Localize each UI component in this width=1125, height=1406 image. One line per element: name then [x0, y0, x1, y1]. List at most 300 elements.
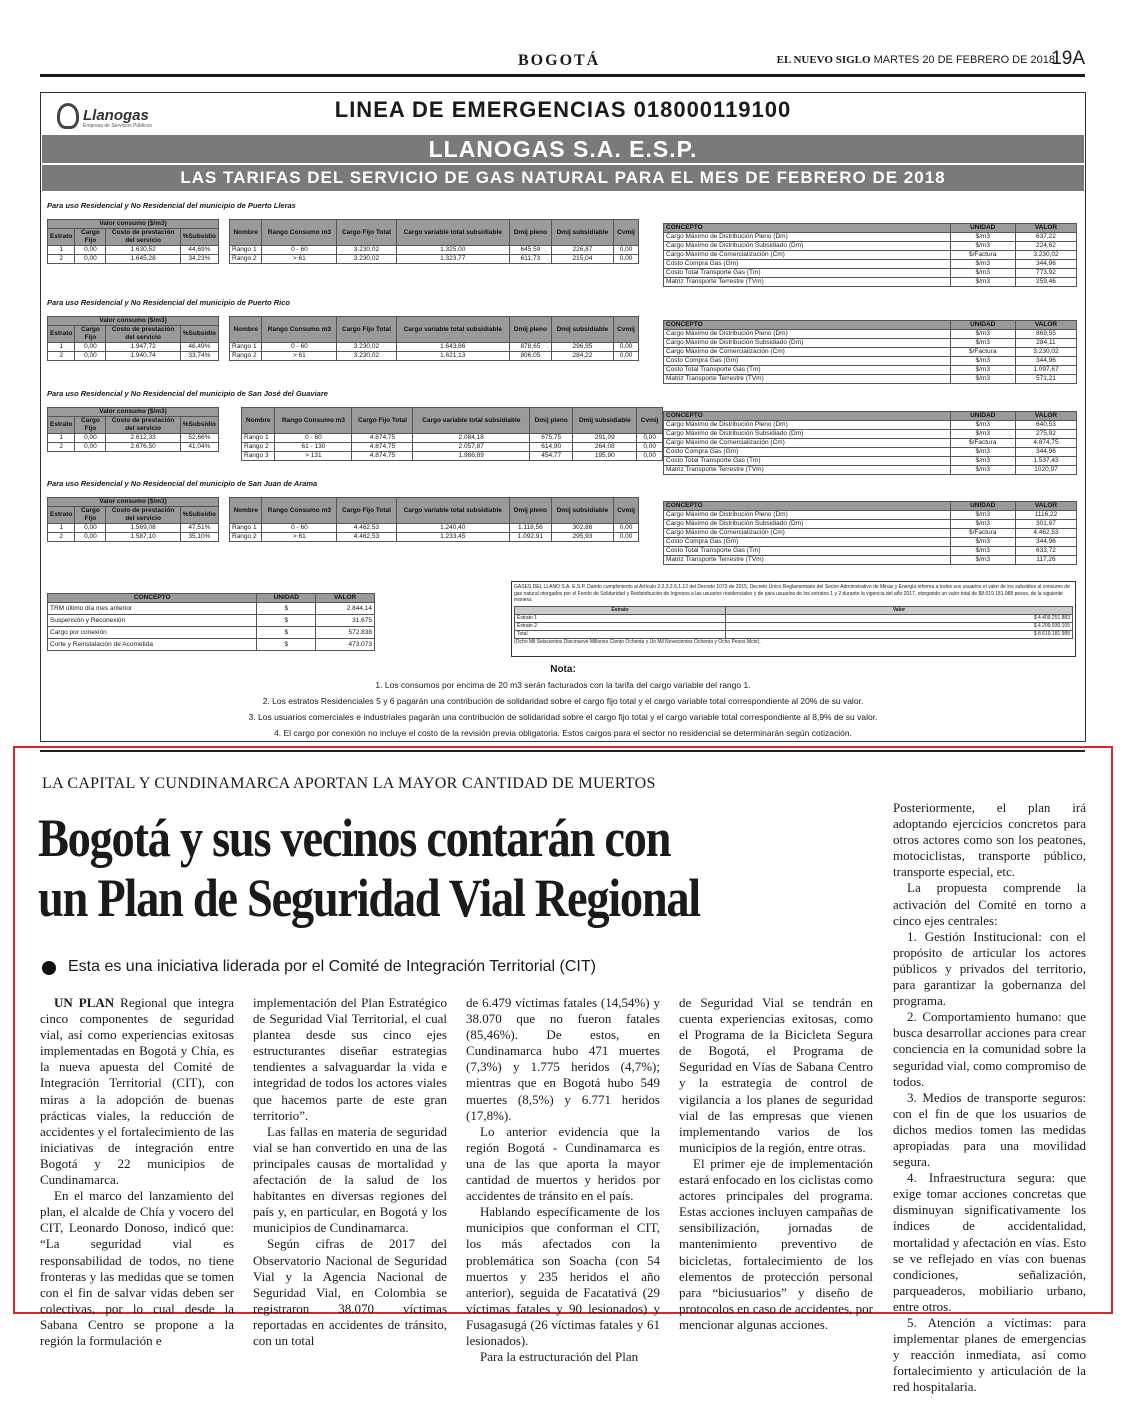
- table-cell: 0 - 60: [262, 524, 337, 533]
- column-header: Costo de prestación del servicio: [106, 229, 180, 246]
- table-cell: 473.073: [316, 639, 375, 651]
- table-cell: 291,09: [573, 434, 637, 443]
- table-cell: 3.230,02: [337, 246, 396, 255]
- column-header: %Subsidio: [180, 507, 218, 524]
- consumo-table: [47, 497, 219, 542]
- table-cell: 2.084,18: [413, 434, 530, 443]
- table-row: [664, 529, 1077, 538]
- column-header: Cargo Fijo Total: [352, 408, 413, 434]
- table-row: [48, 352, 219, 361]
- column-header: Cargo variable total subsidiable: [396, 498, 509, 524]
- column-header: Cvmij: [637, 408, 663, 434]
- column-header: Dmij pleno: [509, 498, 551, 524]
- table-cell: 0,00: [614, 533, 639, 542]
- table-cell: 0,00: [614, 246, 639, 255]
- table-row: [230, 246, 639, 255]
- paragraph: 5. Atención a víctimas: para implementar planes de emergencias y reacción inmediata, así como fortalecimiento y articulación de la red hospitalaria.: [893, 1315, 1086, 1395]
- column-header: Dmij pleno: [509, 317, 551, 343]
- table-cell: 224,62: [1015, 242, 1076, 251]
- table-cell: 275,92: [1015, 430, 1076, 439]
- municipality-label: Para uso Residencial y No Residencial del municipio de San Juan de Arama: [47, 479, 318, 488]
- table-cell: 878,65: [509, 343, 551, 352]
- table-row: [515, 622, 1073, 630]
- table-cell: 2: [48, 352, 75, 361]
- table-cell: $ 4.409.251.883: [725, 614, 1072, 622]
- column-header: Cvmij: [614, 220, 639, 246]
- table-cell: Cargo Máximo de Distribución Pleno (Dm): [664, 330, 951, 339]
- headline-line-1: Bogotá y sus vecinos contarán con: [38, 808, 671, 868]
- table-row: [48, 627, 375, 639]
- table-cell: 1116,22: [1015, 511, 1076, 520]
- column-header: Cargo variable total subsidiable: [413, 408, 530, 434]
- consumo-group-header: Valor consumo ($/m3): [48, 498, 219, 507]
- paragraph: de 6.479 víctimas fatales (14,54%) y 38.070 que no fueron fatales (85,46%). De estos, en Cundinamarca hubo 471 muertes (7,3%) y 1.775 heridos (4,7%); mientras que en Bogotá hubo 549 muertes (8,5%) y 6.771 heridos (17,8%).: [466, 995, 660, 1123]
- table-cell: 4.462,53: [337, 524, 396, 533]
- headline-line-2: un Plan de Seguridad Vial Regional: [38, 868, 700, 928]
- table-cell: 44,69%: [180, 246, 218, 255]
- column-header: Estrato: [48, 326, 75, 343]
- table-row: [664, 260, 1077, 269]
- emergency-line: LINEA DE EMERGENCIAS 018000119100: [334, 97, 792, 122]
- table-cell: 4.874,75: [1015, 439, 1076, 448]
- nota-title: Nota:: [550, 664, 576, 675]
- column-header: CONCEPTO: [664, 321, 951, 330]
- table-cell: 34,23%: [180, 255, 218, 264]
- table-cell: 1.537,43: [1015, 457, 1076, 466]
- paragraph: 4. Infraestructura segura: que exige tomar acciones concretas que disminuyan significativamente los índices de accidentalidad, mortalidad y afectación en vías. Esto se ve reflejado en vías con buenas condiciones, señalización, parqueaderos, mobiliario urbano, entre otros.: [893, 1170, 1086, 1314]
- table-cell: 637,22: [1015, 233, 1076, 242]
- table-cell: > 61: [262, 255, 337, 264]
- table-row: [664, 511, 1077, 520]
- table-row: [664, 251, 1077, 260]
- table-cell: 302,86: [551, 524, 613, 533]
- column-header: Nombre: [230, 498, 262, 524]
- table-cell: 3.230,02: [337, 343, 396, 352]
- table-cell: 4.462,53: [337, 533, 396, 542]
- article-column-3: [466, 995, 660, 1365]
- table-cell: 4.874,75: [352, 443, 413, 452]
- table-cell: 2: [48, 443, 75, 452]
- table-cell: Costo Total Transporte Gas (Tm): [664, 547, 951, 556]
- consumo-table: [47, 407, 219, 452]
- table-row: [230, 524, 639, 533]
- column-header: Estrato: [48, 417, 75, 434]
- article-kicker: LA CAPITAL Y CUNDINAMARCA APORTAN LA MAYOR CANTIDAD DE MUERTOS: [42, 775, 656, 792]
- rango-table: [229, 497, 639, 542]
- table-cell: 2.612,33: [106, 434, 180, 443]
- table-row: [664, 448, 1077, 457]
- table-cell: Cargo Máximo de Distribución Subsidiado (Dm): [664, 339, 951, 348]
- tariffs-banner: LAS TARIFAS DEL SERVICIO DE GAS NATURAL PARA EL MES DE FEBRERO DE 2018: [42, 165, 1084, 191]
- table-cell: 2.844,14: [316, 603, 375, 615]
- table-cell: 0,00: [75, 434, 106, 443]
- logo-text: Llanogas: [83, 107, 149, 124]
- column-header: Cargo variable total subsidiable: [396, 317, 509, 343]
- table-cell: 773,92: [1015, 269, 1076, 278]
- table-cell: 117,26: [1015, 556, 1076, 565]
- column-header: Dmij subsidiable: [551, 498, 613, 524]
- table-cell: 0,00: [75, 255, 106, 264]
- column-header: UNIDAD: [950, 224, 1015, 233]
- table-cell: 1.097,67: [1015, 366, 1076, 375]
- table-cell: Cargo Máximo de Comercialización (Cm): [664, 348, 951, 357]
- table-cell: 1.587,10: [106, 533, 180, 542]
- table-row: [48, 533, 219, 542]
- logo-subtitle: Empresa de Servicios Públicos: [83, 123, 152, 129]
- table-cell: Suspensión y Reconexión: [48, 615, 257, 627]
- table-cell: $/m3: [950, 538, 1015, 547]
- table-cell: Cargo Máximo de Distribución Pleno (Dm): [664, 511, 951, 520]
- column-header: Cargo Fijo Total: [337, 220, 396, 246]
- table-cell: 571,21: [1015, 375, 1076, 384]
- table-cell: 301,97: [1015, 520, 1076, 529]
- table-cell: 0 - 60: [262, 246, 337, 255]
- consumo-group-header: Valor consumo ($/m3): [48, 220, 219, 229]
- table-cell: 1.947,72: [106, 343, 180, 352]
- table-row: [242, 452, 663, 461]
- table-cell: $/m3: [950, 430, 1015, 439]
- column-header: Cvmij: [614, 498, 639, 524]
- table-cell: 344,96: [1015, 260, 1076, 269]
- bullet-icon: [42, 961, 56, 975]
- table-cell: 35,10%: [180, 533, 218, 542]
- paragraph: Las fallas en materia de seguridad vial se han convertido en una de las principales causas de mortalidad y afectación de la salud de los habitantes en diversas regiones del país y, en particular, en Bogotá y los municipios de Cundinamarca.: [253, 1123, 447, 1236]
- table-cell: 3.230,02: [1015, 348, 1076, 357]
- column-header: Dmij subsidiable: [551, 317, 613, 343]
- table-row: [664, 330, 1077, 339]
- table-cell: Rango 1: [230, 246, 262, 255]
- table-cell: Costo Compra Gas (Gm): [664, 260, 951, 269]
- table-cell: 675,75: [530, 434, 573, 443]
- table-row: [48, 443, 219, 452]
- table-cell: 1.940,74: [106, 352, 180, 361]
- table-cell: 454,77: [530, 452, 573, 461]
- table-cell: 52,66%: [180, 434, 218, 443]
- header-rule: [40, 74, 1085, 77]
- table-row: [230, 533, 639, 542]
- municipality-label: Para uso Residencial y No Residencial del municipio de Puerto Lleras: [47, 201, 296, 210]
- nota-line: 3. Los usuarios comerciales e industriales pagarán una contribución de solidaridad sobre el cargo fijo total y el cargo variable total correspondiente al 8,9% de su valor.: [248, 712, 878, 722]
- column-header: VALOR: [1015, 412, 1076, 421]
- concepto-table: [663, 320, 1077, 384]
- table-cell: $/m3: [950, 547, 1015, 556]
- column-header: Costo de prestación del servicio: [106, 417, 180, 434]
- table-cell: $/m3: [950, 260, 1015, 269]
- column-header: UNIDAD: [950, 412, 1015, 421]
- table-row: [515, 630, 1073, 638]
- table-cell: 4.874,75: [352, 434, 413, 443]
- table-row: [664, 421, 1077, 430]
- article-headline: [38, 808, 769, 928]
- table-cell: 31.675: [316, 615, 375, 627]
- paragraph: 1. Gestión Institucional: con el propósito de articular los actores públicos y privados del territorio, para garantizar la gobernanza del programa.: [893, 928, 1086, 1009]
- consumo-group-header: Valor consumo ($/m3): [48, 317, 219, 326]
- table-cell: 0,00: [637, 452, 663, 461]
- table-cell: $/Factura: [950, 251, 1015, 260]
- column-header: Dmij subsidiable: [551, 220, 613, 246]
- table-row: [664, 348, 1077, 357]
- column-header: Cargo Fijo Total: [337, 498, 396, 524]
- table-cell: 259,46: [1015, 278, 1076, 287]
- paragraph: La propuesta comprende la activación del Comité en torno a cinco ejes centrales:: [893, 880, 1086, 928]
- legal-text: GASES DEL LLANO S.A. E.S.P. Dando cumplimiento al Artículo 2.2.3.2.6.1.12 del Decreto 1073 de 2015, Decreto Único Reglamentario del Sector Administrativo de Minas y Energía informa a todos sus usuarios el valor de los subsidios al consumo de gas natural otorgados por el Fondo de Solidaridad y Redistribución de Ingresos a las usuarios residenciales y de para usuarios de los estratos 1 y 2 durante la vigencia del año 2017, otorgando un valor total de $8.619.181.988 pesos, de la siguiente manera:: [514, 584, 1070, 603]
- table-cell: 0,00: [614, 343, 639, 352]
- table-cell: 61 - 130: [275, 443, 352, 452]
- table-cell: 284,11: [1015, 339, 1076, 348]
- table-cell: Matriz Transporte Terrestre (TVm): [664, 278, 951, 287]
- nota-line: 2. Los estratos Residenciales 5 y 6 pagarán una contribución de solidaridad sobre el cargo fijo total y el cargo variable total correspondiente al 20% de su valor.: [262, 696, 864, 706]
- consumo-table: [47, 219, 219, 264]
- table-cell: Costo Total Transporte Gas (Tm): [664, 457, 951, 466]
- table-cell: Rango 2: [230, 255, 262, 264]
- table-cell: > 61: [262, 352, 337, 361]
- table-cell: Cargo Máximo de Comercialización (Cm): [664, 529, 951, 538]
- page-number: 19A: [1051, 48, 1085, 69]
- table-cell: Rango 2: [230, 352, 262, 361]
- table-row: [664, 269, 1077, 278]
- table-cell: $/Factura: [950, 439, 1015, 448]
- paragraph: El primer eje de implementación estará enfocado en los ciclistas como actores principales del programa. Estas acciones incluyen campañas de sensibilización, jornadas de mantenimiento preventivo de bicicletas, fortalecimiento de los elementos de protección personal para “biciusuarios” y diseño de protocolos en caso de accidentes, por mencionar algunas acciones.: [679, 1155, 873, 1332]
- table-cell: 0,00: [75, 443, 106, 452]
- table-cell: 611,73: [509, 255, 551, 264]
- table-cell: 41,04%: [180, 443, 218, 452]
- table-row: [230, 352, 639, 361]
- table-cell: $/m3: [950, 330, 1015, 339]
- legal-words: (Ocho Mil Seiscientos Diecinueve Millones Ciento Ochenta y Un Mil Novecientos Ochenta y Ocho Pesos Mcte).: [514, 638, 761, 645]
- table-cell: Cargo Máximo de Distribución Subsidiado (Dm): [664, 430, 951, 439]
- table-cell: 2.057,87: [413, 443, 530, 452]
- table-cell: Costo Total Transporte Gas (Tm): [664, 269, 951, 278]
- table-cell: $/Factura: [950, 529, 1015, 538]
- table-cell: Corte y Reinstalación de Acometida: [48, 639, 257, 651]
- table-cell: Cargo Máximo de Distribución Pleno (Dm): [664, 421, 951, 430]
- column-header: UNIDAD: [257, 594, 316, 603]
- table-row: [664, 538, 1077, 547]
- table-cell: Rango 1: [242, 434, 275, 443]
- table-cell: $/m3: [950, 366, 1015, 375]
- subsidy-table: [514, 606, 1073, 639]
- table-cell: 3.230,02: [1015, 251, 1076, 260]
- llanogas-advertisement: [40, 92, 1086, 742]
- table-cell: $/m3: [950, 269, 1015, 278]
- table-cell: 0,00: [614, 352, 639, 361]
- table-cell: $/m3: [950, 375, 1015, 384]
- column-header: VALOR: [1015, 224, 1076, 233]
- table-cell: 1.325,00: [396, 246, 509, 255]
- table-cell: Rango 1: [230, 343, 262, 352]
- table-cell: 295,93: [551, 533, 613, 542]
- column-header: VALOR: [316, 594, 375, 603]
- table-cell: Costo Compra Gas (Gm): [664, 357, 951, 366]
- table-cell: $/m3: [950, 466, 1015, 475]
- paragraph: 2. Comportamiento humano: que busca desarrollar acciones para crear conciencia en la comunidad sobre la seguridad vial, como compromiso de todos.: [893, 1009, 1086, 1089]
- table-cell: Costo Compra Gas (Gm): [664, 448, 951, 457]
- table-cell: 1: [48, 524, 75, 533]
- table-cell: 0,00: [75, 524, 106, 533]
- table-cell: Cargo Máximo de Distribución Subsidiado (Dm): [664, 520, 951, 529]
- paragraph: En el marco del lanzamiento del plan, el alcalde de Chía y vocero del CIT, Leonardo Donoso, indicó que: “La seguridad vial es responsabilidad de todos, no tiene fronteras y las medidas que se tomen con el fin de salvar vidas deben ser colectivas, por lo cual desde la Sabana Centro se propone a la región la formulación e: [40, 1188, 234, 1348]
- table-cell: Cargo Máximo de Distribución Subsidiado (Dm): [664, 242, 951, 251]
- concepto-table: [663, 411, 1077, 475]
- table-cell: 3.230,02: [337, 352, 396, 361]
- table-cell: 1.630,52: [106, 246, 180, 255]
- table-cell: 195,90: [573, 452, 637, 461]
- article-subhead: Esta es una iniciativa liderada por el Comité de Integración Territorial (CIT): [68, 958, 596, 975]
- municipality-label: Para uso Residencial y No Residencial del municipio de San José del Guaviare: [47, 389, 328, 398]
- column-header: Dmij subsidiable: [573, 408, 637, 434]
- column-header: Estrato: [48, 507, 75, 524]
- column-header: CONCEPTO: [664, 502, 951, 511]
- column-header: Cargo Fijo: [75, 507, 106, 524]
- table-cell: Rango 3: [242, 452, 275, 461]
- paragraph: Regional que integra cinco componentes de seguridad vial, así como experiencias exitosas implementadas en Bogotá y Chía, es la nueva apuesta del Comité de Integración Territorial (CIT), con miras a la adopción de buenas prácticas viales, la reducción de accidentes y el fortalecimiento de las iniciativas de integración entre Bogotá y 22 municipios de Cundinamarca.: [40, 995, 234, 1188]
- table-cell: 0,00: [75, 343, 106, 352]
- column-header: Cvmij: [614, 317, 639, 343]
- table-cell: 633,72: [1015, 547, 1076, 556]
- table-cell: 1.645,28: [106, 255, 180, 264]
- table-cell: 1.092,91: [509, 533, 551, 542]
- paragraph: Según cifras de 2017 del Observatorio Nacional de Seguridad Vial y la Agencia Nacional de Seguridad Vial, en Colombia se registraron 38.070 víctimas reportadas en accidentes de tránsito, con un total: [253, 1236, 447, 1348]
- table-row: [664, 366, 1077, 375]
- table-row: [48, 434, 219, 443]
- table-cell: Estrato 1: [515, 614, 726, 622]
- column-header: Cargo Fijo: [75, 417, 106, 434]
- table-cell: 33,74%: [180, 352, 218, 361]
- table-row: [664, 233, 1077, 242]
- table-cell: Cargo Máximo de Comercialización (Cm): [664, 251, 951, 260]
- table-cell: Rango 2: [230, 533, 262, 542]
- column-header: Estrato: [48, 229, 75, 246]
- table-row: [48, 343, 219, 352]
- table-cell: 0,00: [75, 533, 106, 542]
- table-cell: 215,04: [551, 255, 613, 264]
- table-cell: 640,53: [1015, 421, 1076, 430]
- column-header: Cargo Fijo: [75, 326, 106, 343]
- column-header: Valor: [725, 606, 1072, 614]
- table-row: [48, 615, 375, 627]
- table-cell: 0,00: [75, 352, 106, 361]
- paragraph: Hablando específicamente de los municipios que conforman el CIT, los más afectados con la problemática son Soacha (con 54 muertos y 235 heridos el año anterior), seguida de Facatativá (29 víctimas fatales y 90 lesionados) y Fusagasugá (26 víctimas fatales y 61 lesionados).: [466, 1204, 660, 1348]
- column-header: Rango Consumo m3: [275, 408, 352, 434]
- paragraph: Lo anterior evidencia que la región Bogotá - Cundinamarca es una de las que aporta la mayor cantidad de muertos y heridos por accidentes de tránsito en el país.: [466, 1123, 660, 1204]
- column-header: Cargo Fijo Total: [337, 317, 396, 343]
- table-cell: $: [257, 615, 316, 627]
- table-row: [664, 547, 1077, 556]
- company-banner: LLANOGAS S.A. E.S.P.: [42, 135, 1084, 163]
- table-cell: $/Factura: [950, 348, 1015, 357]
- table-cell: Rango 2: [242, 443, 275, 452]
- table-row: [48, 603, 375, 615]
- subsidy-legal-box: [511, 581, 1076, 657]
- table-cell: 4.462,53: [1015, 529, 1076, 538]
- column-header: Nombre: [230, 220, 262, 246]
- table-cell: Cargo por conexión: [48, 627, 257, 639]
- paper-name: EL NUEVO SIGLO: [776, 54, 871, 66]
- table-cell: > 61: [262, 533, 337, 542]
- section-name: BOGOTÁ: [518, 52, 601, 69]
- table-cell: Total: [515, 630, 726, 638]
- table-cell: 1.569,08: [106, 524, 180, 533]
- table-row: [230, 343, 639, 352]
- table-cell: 344,96: [1015, 448, 1076, 457]
- table-cell: 1020,97: [1015, 466, 1076, 475]
- column-header: Cargo Fijo: [75, 229, 106, 246]
- column-header: Rango Consumo m3: [262, 498, 337, 524]
- table-cell: $/m3: [950, 511, 1015, 520]
- article-column-2: [253, 995, 447, 1349]
- article-column-1: [40, 995, 234, 1349]
- column-header: CONCEPTO: [48, 594, 257, 603]
- table-cell: 226,87: [551, 246, 613, 255]
- table-row: [664, 278, 1077, 287]
- table-cell: $: [257, 627, 316, 639]
- table-row: [230, 255, 639, 264]
- table-row: [515, 614, 1073, 622]
- table-cell: $/m3: [950, 448, 1015, 457]
- table-row: [664, 339, 1077, 348]
- column-header: Costo de prestación del servicio: [106, 507, 180, 524]
- nota-line: 4. El cargo por conexión no incluye el costo de la revisión previa obligatoria. Estos cargos para el sector no residencial se determinarán según cotización.: [274, 728, 852, 738]
- table-cell: TRM último día mes anterior: [48, 603, 257, 615]
- table-cell: 1.118,56: [509, 524, 551, 533]
- table-cell: Costo Compra Gas (Gm): [664, 538, 951, 547]
- column-header: Costo de prestación del servicio: [106, 326, 180, 343]
- column-header: CONCEPTO: [664, 224, 951, 233]
- lead-in: UN PLAN: [54, 995, 115, 1010]
- issue-date: MARTES 20 DE FEBRERO DE 2018: [873, 54, 1055, 66]
- table-cell: 4.874,75: [352, 452, 413, 461]
- nota-line: 1. Los consumos por encima de 20 m3 serán facturados con la tarifa del cargo variable del rango 1.: [375, 680, 751, 690]
- column-header: Cargo variable total subsidiable: [396, 220, 509, 246]
- table-cell: 869,55: [1015, 330, 1076, 339]
- paragraph: Para la estructuración del Plan: [480, 1349, 639, 1365]
- article-column-5: [893, 800, 1086, 1395]
- column-header: %Subsidio: [180, 417, 218, 434]
- table-cell: 3.230,02: [337, 255, 396, 264]
- table-cell: $/m3: [950, 520, 1015, 529]
- paragraph: implementación del Plan Estratégico de Seguridad Vial Territorial, el cual plantea desde sus cinco ejes estructurantes diseñar estrategias tendientes a salvaguardar la vida e integridad de todos los actores viales que hacemos parte de este gran territorio”.: [253, 995, 447, 1123]
- table-row: [48, 246, 219, 255]
- table-row: [664, 375, 1077, 384]
- table-row: [664, 556, 1077, 565]
- paragraph: Posteriormente, el plan irá adoptando ejercicios concretos para otros actores como son los peatones, motociclistas, transporte público, transporte especial, etc.: [893, 800, 1086, 880]
- column-header: Rango Consumo m3: [262, 317, 337, 343]
- table-cell: Matriz Transporte Terrestre (TVm): [664, 466, 951, 475]
- page-header: [40, 48, 1085, 74]
- table-cell: 572.838: [316, 627, 375, 639]
- concepto-table: [663, 501, 1077, 565]
- column-header: UNIDAD: [950, 502, 1015, 511]
- column-header: VALOR: [1015, 502, 1076, 511]
- table-cell: Cargo Máximo de Distribución Pleno (Dm): [664, 233, 951, 242]
- table-cell: 0,00: [614, 255, 639, 264]
- table-cell: $/m3: [950, 242, 1015, 251]
- table-row: [242, 443, 663, 452]
- table-row: [664, 430, 1077, 439]
- table-cell: 1.621,13: [396, 352, 509, 361]
- column-header: UNIDAD: [950, 321, 1015, 330]
- table-cell: Costo Total Transporte Gas (Tm): [664, 366, 951, 375]
- table-cell: $: [257, 603, 316, 615]
- table-cell: 47,51%: [180, 524, 218, 533]
- column-header: Estrato: [515, 606, 726, 614]
- table-cell: 0 - 60: [275, 434, 352, 443]
- table-cell: Matriz Transporte Terrestre (TVm): [664, 375, 951, 384]
- paper-info: [777, 54, 1055, 66]
- column-header: VALOR: [1015, 321, 1076, 330]
- column-header: %Subsidio: [180, 229, 218, 246]
- table-cell: 1.986,89: [413, 452, 530, 461]
